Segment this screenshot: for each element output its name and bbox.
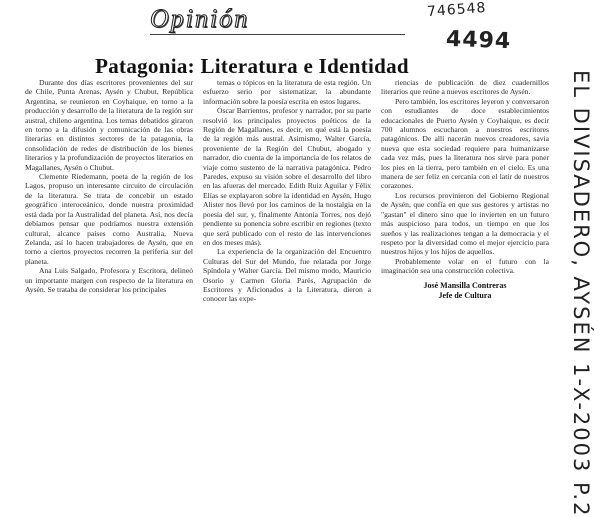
article-column-2 xyxy=(203,78,371,486)
article-column-1 xyxy=(25,78,193,486)
handwritten-catalog-id: 746548 xyxy=(426,0,487,21)
section-divider xyxy=(150,34,405,35)
paragraph: Óscar Barrientos, profesor y narrador, por su parte resolvió los principales proyectos poéticos de la Región de Magallanes, es decir, en qué está la poesía de la región más austral. Asimismo, Walter García, proveniente de la Región del Chubut, abogado y narrador, dio cuenta de la importancia de los relatos de viaje como sustento de la narrativa patagónica. Pedro Paredes, expuso su visión sobre el desarrollo del libro en las afueras del mercado. Edith Ruiz Aguilar y Félix Elías se explayaron sobre la identidad en Aysén, Hugo Alister nos llevó por los caminos de la nostalgia en la poesía del sur, y, finalmente Antonia Torres, nos dejó pendiente su ponencia sobre escribir en regiones (texto que será publicado con el resto de las intervenciones en dos meses más). xyxy=(203,106,371,247)
paragraph: temas o tópicos en la literatura de esta región. Un esfuerzo serio por sistematizar, la abundante información sobre la poesía escrita en estos lugares. xyxy=(203,78,371,106)
article-body xyxy=(25,78,550,486)
section-label: Opinión xyxy=(150,4,250,33)
paragraph: Clemente Riedemann, poeta de la región de los Lagos, propuso un interesante circuito de circulación de la literatura. Se trata de concebir un estado geográfico interoceánico, donde nuestra proximidad está dada por la Australidad del planeta. Así, nos decía debíamos pensar que podríamos nuestra extensión cultural, alcance países como Australia, Nueva Zelanda, así lo hacen trabajadores de Aysén, que en torno a ciertos proyectos recorren la periferia sur del planeta. xyxy=(25,172,193,266)
handwritten-source-note: EL DIVISADERO, AYSÉN 1-X-2003 P.2 xyxy=(569,70,593,517)
paragraph: Probablemente volar en el futuro con la imaginación sea una construcción colectiva. xyxy=(381,256,549,276)
paragraph: Ana Luis Salgado, Profesora y Escritora, delineó un importante margen con respecto de la literatura en Aysén. Se trataba de considerar los principales xyxy=(25,266,193,294)
author-title: Jefe de Cultura xyxy=(438,290,492,300)
author-name: José Mansilla Contreras xyxy=(423,280,507,290)
handwritten-number: 4494 xyxy=(445,26,512,55)
article-headline: Patagonia: Literatura e Identidad xyxy=(95,54,409,79)
paragraph: Pero también, los escritores leyeron y conversaron con estudiantes de doce establecimientos educacionales de Puerto Aysén y Coyhaique, es decir 700 alumnos escucharon a nuestros escritores patagónicos. De allí nacerán nuevos creadores, savia nueva que esta sociedad requiere para humanizarse cada vez más, pues la literatura nos sirve para poner los pies en la tierra, pero también en el cielo. Es una manera de ser feliz en cercanía con el latir de nuestros corazones. xyxy=(381,96,549,191)
paragraph: Durante dos días escritores provenientes del sur de Chile, Punta Arenas, Aysén y Chubut, República Argentina, se reunieron en Coyhaique, en torno a la producción y desarrollo de la literatura de la región sur austral, chileno argentina. Los temas debatidos giraron en torno a la difusión y comunicación de las obras literarias en distintos sectores de la patagonia, la consolidación de redes de distribución de los bienes literarios y la profundización de proyectos literarios en Magallanes, Aysén o Chubut. xyxy=(25,78,193,172)
paragraph: Los recursos provinieron del Gobierno Regional de Aysén, que confía en que sus gestores y artistas no "gastan" el dinero sino que lo invierten en un futuro más auspicioso para todos, un tiempo en que los sueños y las realizaciones tengan a la democracia y el respeto por la diversidad como el mejor ejercicio para nuestros hijos y los hijos de aquellos. xyxy=(381,190,549,257)
author-signature xyxy=(381,281,549,301)
paragraph: riencias de publicación de diez cuadernillos literarios que reúne a nuevos escritores de Aysén. xyxy=(381,78,549,97)
paragraph: La experiencia de la organización del Encuentro Culturas del Sur del Mundo, fue relatada por Jorge Spíndola y Walter García. Del mismo modo, Mauricio Osorio y Carmen Gloria Parés, Agrupación de Escritores y Aficionados a la Literatura, dieron a conocer las expe- xyxy=(203,247,371,304)
article-column-3 xyxy=(381,78,549,486)
